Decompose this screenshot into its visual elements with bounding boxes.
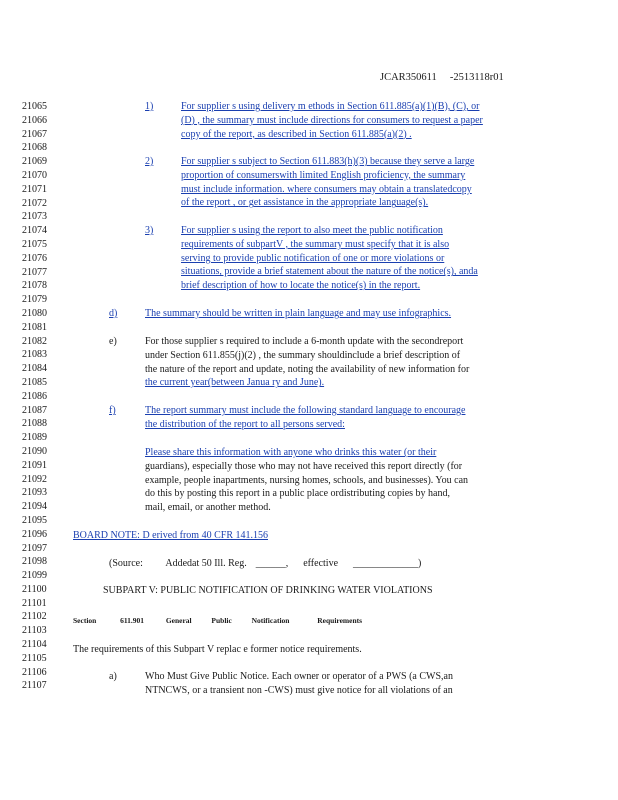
text-line: guardians), especially those who may not have received this report directly (for	[145, 460, 463, 472]
section-public: Public	[211, 616, 232, 625]
line-number: 21065	[22, 101, 47, 112]
intro-text: The requirements of this Subpart V replac e former notice requirements.	[73, 644, 362, 655]
line-number: 21074	[22, 225, 47, 237]
text-line: (D) , the summary must include directions for consumers to request a paper	[181, 114, 483, 126]
line-number: 21097	[22, 542, 47, 554]
line-number: 21083	[22, 349, 47, 361]
line-number: 21093	[22, 487, 47, 499]
source-line	[109, 557, 421, 571]
item-1-text	[181, 100, 483, 141]
line-number: 21068	[22, 142, 47, 154]
line-number: 21086	[22, 390, 47, 402]
line-number: 21102	[22, 611, 47, 623]
item-label-f: f)	[109, 405, 116, 416]
text-line: The report summary must include the following standard language to encourage	[145, 405, 466, 416]
document-id: JCAR350611 -2513118r01	[380, 72, 504, 83]
item-label-1: 1)	[145, 101, 154, 112]
line-number: 21085	[22, 376, 47, 388]
text-line: For supplier s using the report to also meet the public notification	[181, 225, 443, 236]
text-line: For those supplier s required to include a 6-month update with the secondreport	[145, 336, 464, 347]
source-effective: effective	[303, 558, 339, 569]
line-number: 21079	[22, 294, 47, 306]
line-number: 21080	[22, 307, 47, 319]
text-line: Who Must Give Public Notice. Each owner or operator of a PWS (a CWS,an	[145, 671, 453, 682]
item-3-text	[181, 224, 478, 293]
subpart-heading-text: SUBPART V: PUBLIC NOTIFICATION OF DRINKING WATER VIOLATIONS	[103, 585, 433, 596]
line-number: 21081	[22, 321, 47, 333]
text-line: the distribution of the report to all persons served:	[145, 418, 345, 430]
line-number: 21067	[22, 128, 47, 140]
text-line: must include information. where consumers may obtain a translatedcopy	[181, 183, 472, 195]
source-blank-2: _____________)	[353, 558, 422, 569]
line-number: 21090	[22, 445, 47, 457]
line-number: 21101	[22, 597, 47, 609]
text-line: mail, email, or another method.	[145, 502, 271, 514]
text-line: do this by posting this report in a public place ordistributing copies by hand,	[145, 488, 450, 500]
line-number: 21072	[22, 197, 47, 209]
item-label-d: d)	[109, 308, 118, 319]
line-number: 21070	[22, 169, 47, 181]
item-a-text	[145, 670, 453, 698]
intro-paragraph	[73, 643, 362, 657]
source-label: (Source:	[109, 558, 143, 569]
line-number: 21099	[22, 570, 47, 582]
item-e-text	[145, 335, 469, 390]
section-word: Section	[73, 616, 97, 625]
line-number: 21089	[22, 432, 47, 444]
board-note	[73, 529, 268, 543]
line-number: 21087	[22, 404, 47, 416]
line-number: 21078	[22, 280, 47, 292]
text-line: example, people inapartments, nursing homes, schools, and businesses). You can	[145, 474, 469, 486]
text-line: serving to provide public notification of one or more violations or	[181, 252, 445, 264]
line-number: 21066	[22, 114, 47, 126]
text-line: For supplier s subject to Section 611.883(h)(3) because they serve a large	[181, 156, 475, 167]
section-requirements: Requirements	[317, 616, 363, 625]
line-number: 21094	[22, 501, 47, 513]
line-number: 21092	[22, 473, 47, 485]
line-number: 21069	[22, 156, 47, 168]
section-general: General	[165, 616, 192, 625]
line-number: 21077	[22, 266, 47, 278]
line-number: 21084	[22, 363, 47, 375]
item-label-2: 2)	[145, 156, 154, 167]
section-notification: Notification	[251, 616, 290, 625]
line-number: 21091	[22, 459, 47, 471]
line-numbers	[22, 100, 47, 693]
line-number: 21075	[22, 238, 47, 250]
text-line: NTNCWS, or a transient non -CWS) must give notice for all violations of an	[145, 684, 453, 696]
line-number: 21105	[22, 652, 47, 664]
line-number: 21103	[22, 625, 47, 637]
line-number: 21107	[22, 680, 47, 692]
line-number: 21088	[22, 418, 47, 430]
item-d-text	[145, 307, 451, 321]
line-number: 21073	[22, 211, 47, 223]
item-label-3: 3)	[145, 225, 154, 236]
standard-language-quote	[145, 446, 468, 515]
text-line: requirements of subpartV , the summary must specify that it is also	[181, 238, 450, 250]
line-number: 21104	[22, 639, 47, 651]
text-line: The summary should be written in plain language and may use infographics.	[145, 308, 452, 319]
subpart-heading	[103, 584, 433, 598]
text-line: the nature of the report and update, noting the availability of new information for	[145, 363, 470, 375]
item-2-text	[181, 155, 474, 210]
text-line: situations, provide a brief statement about the nature of the notice(s), anda	[181, 266, 478, 278]
source-added: Addedat 50 Ill. Reg.	[165, 558, 247, 569]
line-number: 21100	[22, 583, 47, 595]
text-line: Please share this information with anyone who drinks this water (or their	[145, 447, 437, 458]
section-number: 611.901	[120, 616, 145, 625]
item-f-text	[145, 404, 465, 432]
text-line: proportion of consumerswith limited English proficiency, the summary	[181, 169, 466, 181]
text-line: copy of the report, as described in Section 611.885(a)(2) .	[181, 128, 412, 140]
item-label-a: a)	[109, 671, 117, 682]
section-heading	[73, 614, 362, 628]
board-note-text: BOARD NOTE: D erived from 40 CFR 141.156	[73, 530, 268, 541]
line-number: 21098	[22, 556, 47, 568]
line-number: 21076	[22, 252, 47, 264]
text-line: brief description of how to locate the notice(s) in the report.	[181, 280, 421, 292]
line-number: 21096	[22, 528, 47, 540]
text-line: the current year(between Janua ry and June).	[145, 377, 325, 389]
text-line: of the report , or get assistance in the appropriate language(s).	[181, 197, 429, 209]
text-line: under Section 611.855(j)(2) , the summary shouldinclude a brief description of	[145, 349, 461, 361]
line-number: 21082	[22, 335, 47, 347]
line-number: 21106	[22, 666, 47, 678]
text-line: For supplier s using delivery m ethods in Section 611.885(a)(1)(B), (C), or	[181, 101, 480, 112]
source-blank-1: ______,	[255, 558, 289, 569]
line-number: 21071	[22, 183, 47, 195]
line-number: 21095	[22, 514, 47, 526]
item-label-e: e)	[109, 336, 117, 347]
